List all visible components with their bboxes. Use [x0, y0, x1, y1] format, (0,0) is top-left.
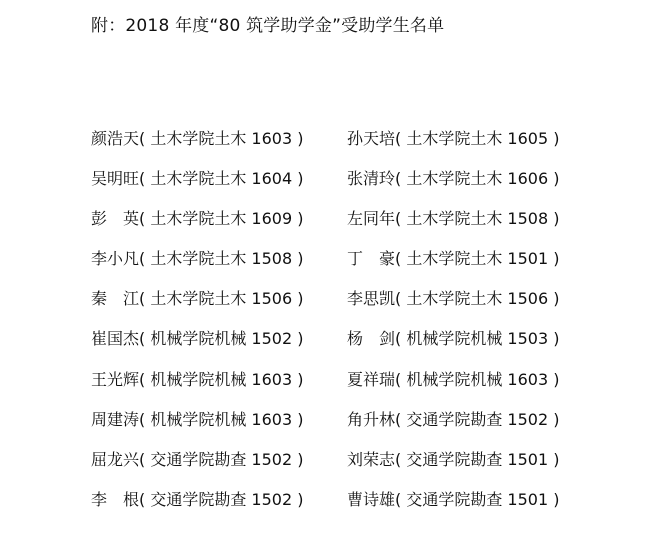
- student-entry: 彭 英( 土木学院土木 1609 ): [91, 209, 304, 229]
- student-entry: 孙天培( 土木学院土木 1605 ): [347, 129, 560, 148]
- student-entry: 丁 豪( 土木学院土木 1501 ): [347, 249, 560, 269]
- student-entry: 杨 剑( 机械学院机械 1503 ): [347, 329, 560, 349]
- student-entry: 左同年( 土木学院土木 1508 ): [347, 209, 560, 229]
- student-entry: 颜浩天( 土木学院土木 1603 ): [91, 129, 304, 148]
- student-entry: 秦 江( 土木学院土木 1506 ): [91, 289, 304, 309]
- list-row: [0, 327, 657, 367]
- list-row: [0, 247, 657, 287]
- student-entry: 周建涛( 机械学院机械 1603 ): [91, 409, 304, 429]
- list-row: [0, 207, 657, 247]
- student-entry: 王光辉( 机械学院机械 1603 ): [91, 369, 304, 389]
- student-entry: 李思凯( 土木学院土木 1506 ): [347, 289, 560, 309]
- list-row: [0, 448, 657, 488]
- student-entry: 刘荣志( 交通学院勘查 1501 ): [347, 449, 560, 469]
- student-entry: 吴明旺( 土木学院土木 1604 ): [91, 169, 304, 189]
- student-entry: 曹诗雄( 交通学院勘查 1501 ): [347, 489, 560, 509]
- student-entry: 崔国杰( 机械学院机械 1502 ): [91, 329, 304, 349]
- student-entry: 屈龙兴( 交通学院勘查 1502 ): [91, 449, 304, 469]
- student-entry: 张清玲( 土木学院土木 1606 ): [347, 169, 560, 189]
- student-entry: 李小凡( 土木学院土木 1508 ): [91, 249, 304, 269]
- student-entry: 夏祥瑞( 机械学院机械 1603 ): [347, 369, 560, 389]
- student-entry: 角升林( 交通学院勘查 1502 ): [347, 409, 560, 429]
- list-row: [0, 408, 657, 448]
- document-title: 附：2018 年度“80 筑学助学金”受助学生名单: [91, 16, 445, 36]
- list-row: [0, 368, 657, 408]
- list-row: [0, 127, 657, 167]
- list-row: [0, 167, 657, 207]
- list-row: [0, 287, 657, 327]
- student-entry: 李 根( 交通学院勘查 1502 ): [91, 489, 304, 509]
- list-row: [0, 488, 657, 528]
- student-list: [0, 127, 657, 528]
